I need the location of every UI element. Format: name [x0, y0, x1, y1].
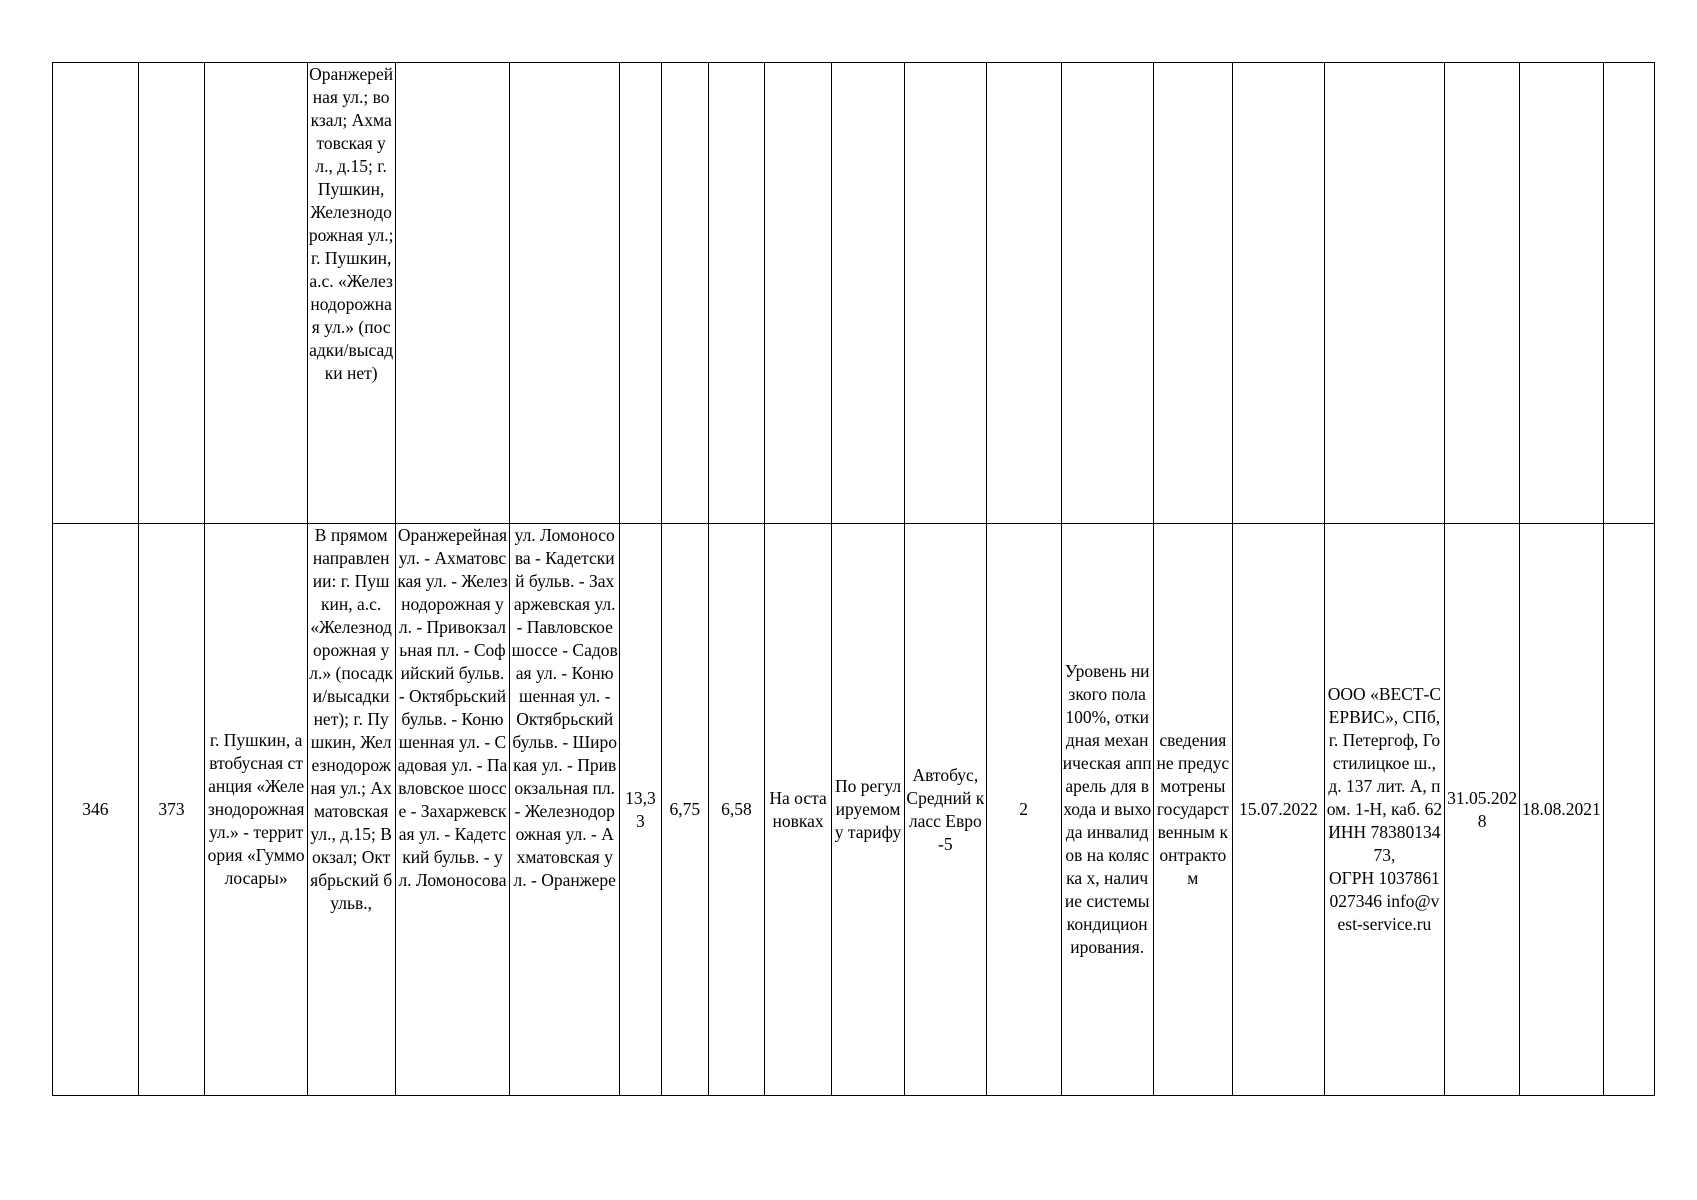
cell-length-total	[620, 63, 662, 524]
cell-boarding-order	[765, 63, 832, 524]
cell-vehicle-count: 2	[986, 524, 1061, 1096]
cell-reg-number	[53, 63, 139, 524]
cell-carrier: ООО «ВЕСТ-СЕРВИС», СПб, г. Петергоф, Гостилицкое ш., д. 137 лит. А, пом. 1-Н, каб. 62 ИНН 7838013473, ОГРН 1037861027346 info@vest-service.ru	[1324, 524, 1444, 1096]
cell-extra	[1603, 524, 1654, 1096]
cell-route-number	[138, 63, 205, 524]
cell-contract-info	[1153, 63, 1232, 524]
cell-vehicle	[905, 63, 986, 524]
cell-vehicle: Автобус, Средний класс Евро-5	[905, 524, 986, 1096]
cell-streets-backward: ул. Ломоносова - Кадетский бульв. - Захаржевская ул. - Павловское шоссе - Садовая ул. - Конюшенная ул. - Октябрьский бульв. - Широкая ул. - Привокзальная пл. - Железнодорожная ул. - Ахматовская ул. - Оранжере	[510, 524, 620, 1096]
cell-vehicle-features: Уровень низкого пола 100%, откидная механическая аппарель для входа и выхода инвалидов на коляска х, наличие системы кондиционирования.	[1061, 524, 1153, 1096]
route-registry-table	[52, 62, 1655, 1096]
cell-length-total: 13,33	[620, 524, 662, 1096]
cell-length-backward	[708, 63, 764, 524]
cell-change-date	[1520, 63, 1604, 524]
cell-carrier	[1324, 63, 1444, 524]
cell-streets-forward: Оранжерейная ул. - Ахматовская ул. - Железнодорожная ул. - Привокзальная пл. - Софийский бульв. - Октябрьский бульв. - Конюшенная ул. - Садовая ул. - Павловское шоссе - Захаржевская ул. - Кадетский бульв. - ул. Ломоносова	[395, 524, 510, 1096]
cell-length-backward: 6,58	[708, 524, 764, 1096]
cell-route-name	[205, 63, 307, 524]
cell-streets-backward	[510, 63, 620, 524]
cell-start-date	[1232, 63, 1324, 524]
cell-boarding-order: На остановках	[765, 524, 832, 1096]
cell-route-name: г. Пушкин, автобусная станция «Железнодорожная ул.» - территория «Гуммолосары»	[205, 524, 307, 1096]
cell-change-date: 18.08.2021	[1520, 524, 1604, 1096]
cell-length-forward: 6,75	[661, 524, 708, 1096]
cell-streets-forward	[395, 63, 510, 524]
cell-length-forward	[661, 63, 708, 524]
route-row	[53, 524, 1655, 1096]
cell-contract-info: сведения не предусмотрены государственным контрактом	[1153, 524, 1232, 1096]
cell-tariff: По регулируемому тарифу	[832, 524, 905, 1096]
cell-vehicle-features	[1061, 63, 1153, 524]
cell-start-date: 15.07.2022	[1232, 524, 1324, 1096]
cell-end-date: 31.05.2028	[1444, 524, 1519, 1096]
cell-stops: В прямом направлении: г. Пушкин, а.с. «Железнодорожная ул.» (посадки/высадки нет); г. Пушкин, Железнодорожная ул.; Ахматовская ул., д.15; Вокзал; Октябрьский бульв.,	[307, 524, 395, 1096]
cell-vehicle-count	[986, 63, 1061, 524]
cell-reg-number: 346	[53, 524, 139, 1096]
cell-end-date	[1444, 63, 1519, 524]
cell-stops-continued: Оранжерейная ул.; вокзал; Ахматовская ул., д.15; г. Пушкин, Железнодорожная ул.; г. Пушкин, а.с. «Железнодорожная ул.» (посадки/высадки нет)	[307, 63, 395, 524]
continuation-row	[53, 63, 1655, 524]
cell-extra	[1603, 63, 1654, 524]
cell-route-number: 373	[138, 524, 205, 1096]
cell-tariff	[832, 63, 905, 524]
